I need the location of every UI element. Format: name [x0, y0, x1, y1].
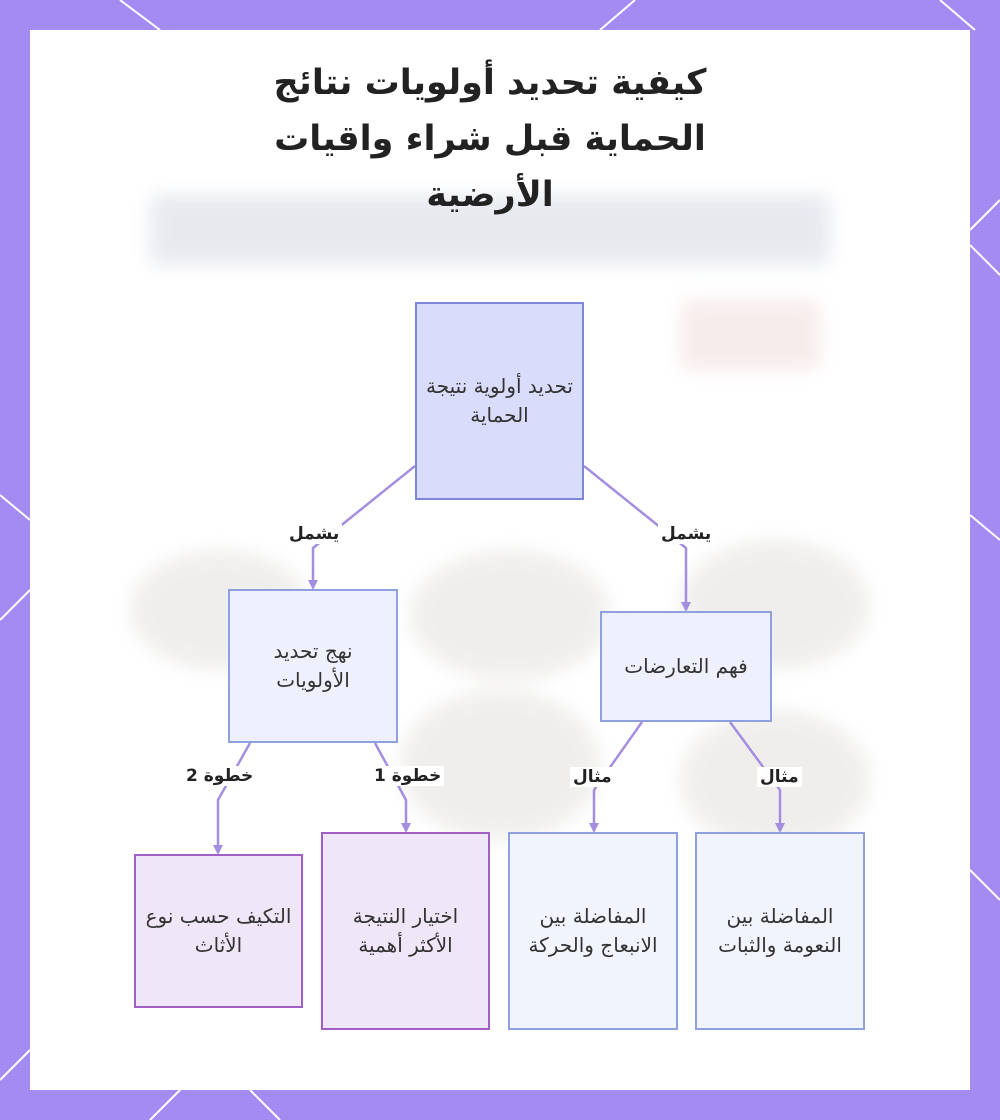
- edge-label-includes-right: يشمل: [658, 524, 714, 544]
- node-tradeoffs-label: فهم التعارضات: [624, 654, 748, 678]
- node-approach: [228, 589, 398, 743]
- node-adapt-label: التكيف حسب نوع الأثاث: [145, 904, 292, 957]
- node-root: [415, 302, 584, 500]
- edge-label-example-left: مثال: [570, 767, 615, 787]
- node-tradeoff-sink: [508, 832, 678, 1030]
- node-root-label: تحديد أولوية نتيجة الحماية: [426, 374, 573, 427]
- node-adapt: [134, 854, 303, 1008]
- edge-label-step1: خطوة 1: [371, 766, 444, 786]
- page-title: كيفية تحديد أولويات نتائج الحماية قبل شراء واقيات الأرضية: [273, 63, 707, 215]
- node-choose: [321, 832, 490, 1030]
- node-tradeoffs: [600, 611, 772, 722]
- edge-label-example-right: مثال: [757, 767, 802, 787]
- node-approach-label: نهج تحديد الأولويات: [273, 639, 353, 692]
- edge-label-includes-left: يشمل: [286, 524, 342, 544]
- node-tradeoff-soft: [695, 832, 865, 1030]
- node-choose-label: اختيار النتيجة الأكثر أهمية: [352, 904, 459, 957]
- edge-approach-adapt: [218, 743, 250, 853]
- node-tradeoff-sink-label: المفاضلة بين الانبعاج والحركة: [528, 904, 658, 957]
- node-tradeoff-soft-label: المفاضلة بين النعومة والثبات: [718, 904, 842, 957]
- edge-approach-choose: [375, 743, 406, 831]
- edge-label-step2: خطوة 2: [183, 766, 256, 786]
